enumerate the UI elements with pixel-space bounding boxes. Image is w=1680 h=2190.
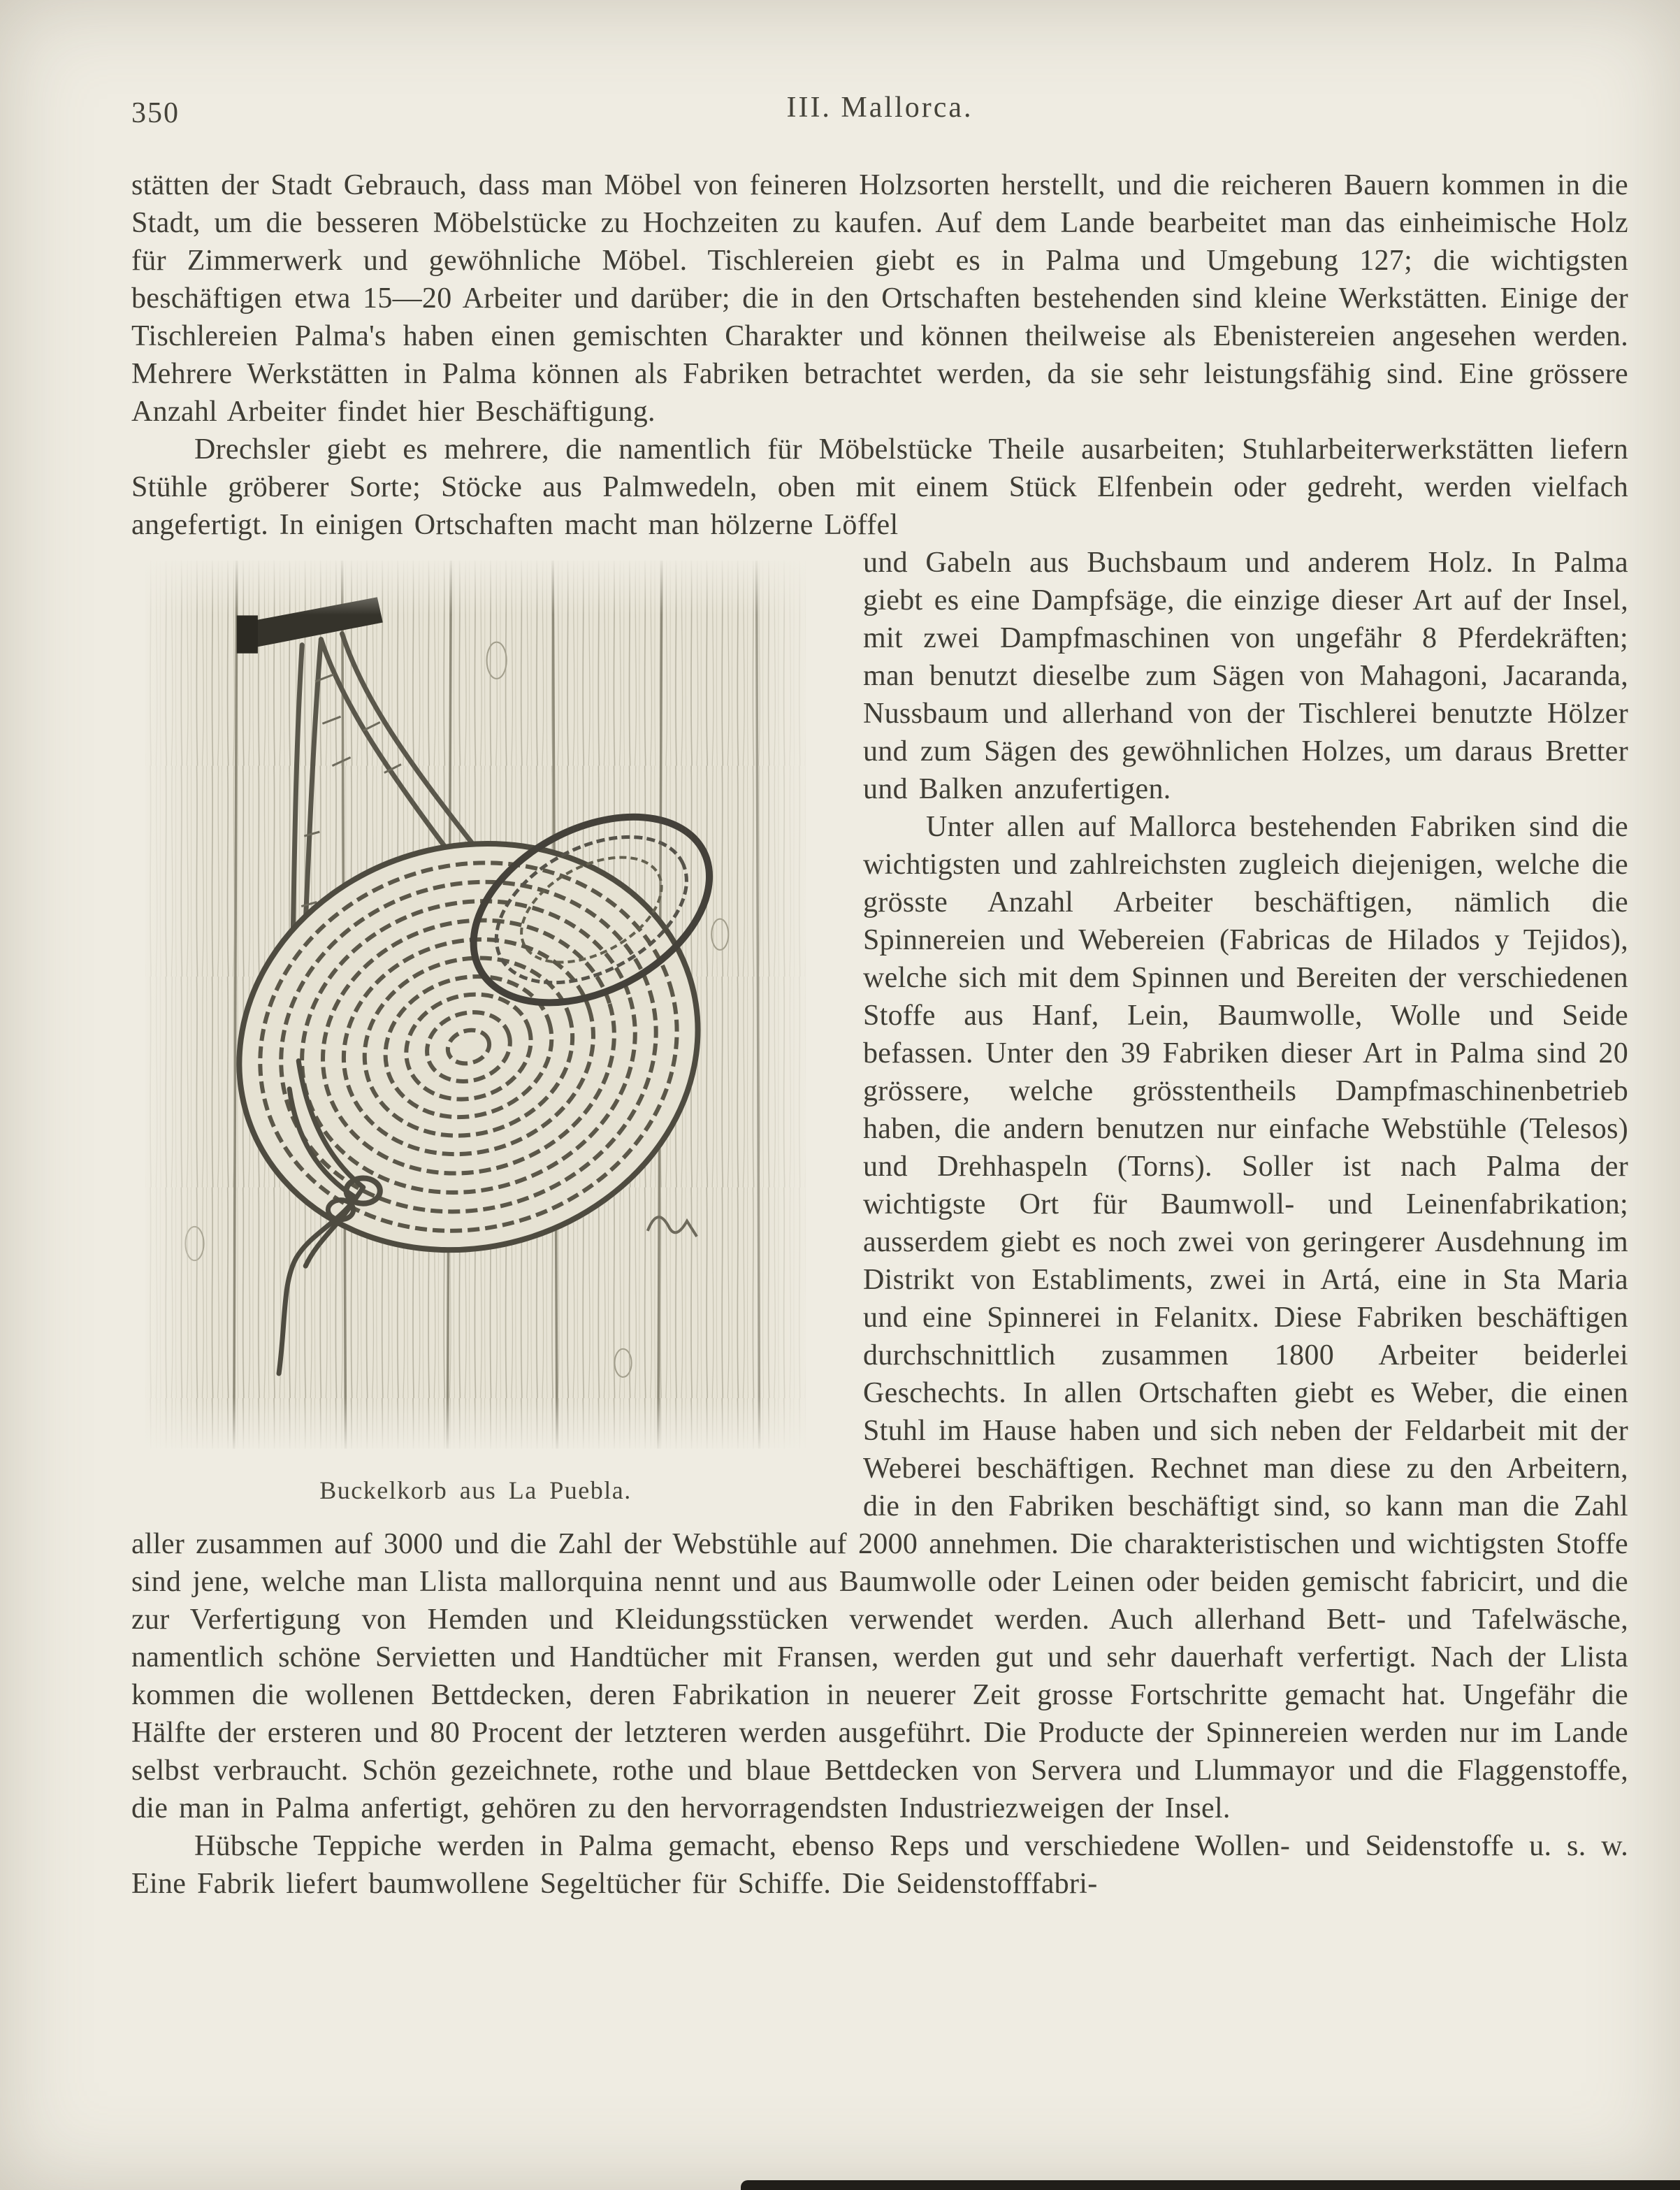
paragraph-3: Unter allen auf Mallorca bestehenden Fabriken sind die wichtigsten und zahlreichsten zugleich diejenigen, welche die grösste Anzahl Arbeiter beschäftigen, nämlich die Spinnereien und Webereien (Fabricas de Hilados y Tejidos), welche sich mit dem Spinnen und Bereiten der verschiedenen Stoffe aus Hanf, Lein, Baumwolle, Wolle und Seide befassen. Unter den 39 Fabriken dieser Art in Palma sind 20 grössere, welche grösstentheils Dampfmaschinenbetrieb haben, die andern benutzen nur einfache Webstühle (Telesos) und Drehhaspeln (Torns). Soller ist nach Palma der wichtigste Ort für Baumwoll- und Leinenfabrikation; ausserdem giebt es noch zwei von geringerer Ausdehnung im Distrikt von Establiments, zwei in Artá, eine in Sta Maria und eine Spinnerei in Felanitx. Diese Fabriken beschäftigen durchschnittlich zusammen 1800 Arbeiter beiderlei Geschechts. In allen Ortschaften giebt es Weber, die einen Stuhl im Hause haben und sich neben der Feldarbeit mit der Weberei beschäftigen. Rechnet man diese zu den Arbeitern, die in den Fabriken beschäftigt sind, so kann man die Zahl aller zusammen auf 3000 und die Zahl der Webstühle auf 2000 annehmen. Die charakteristischen und wichtigsten Stoffe sind jene, welche man Llista mallorquina nennt und aus Baumwolle oder Leinen oder beiden gemischt fabricirt, und die zur Verfertigung von Hemden und Kleidungsstücken verwendet werden. Auch allerhand Bett- und Tafelwäsche, namentlich schöne Servietten und Handtücher mit Fransen, werden gut und sehr dauerhaft verfertigt. Nach der Llista kommen die wollenen Bettdecken, deren Fabrikation in neuerer Zeit grosse Fortschritte gemacht hat. Ungefähr die Hälfte der ersteren und 80 Procent der letzteren werden ausgeführt. Die Producte der Spinnereien werden nur im Lande selbst verbraucht. Schön gezeichnete, rothe und blaue Bettdecken von Servera und Llummayor und die Flaggenstoffe, die man in Palma anfertigt, gehören zu den hervorragendsten Industriezweigen der Insel.: [131, 811, 1628, 1824]
running-header: [131, 91, 1628, 166]
basket-engraving-image: [131, 555, 820, 1455]
page-content-area: [131, 91, 1628, 1903]
paragraph-1: stätten der Stadt Gebrauch, dass man Möbel von feineren Holzsorten herstellt, und die reicheren Bauern kommen in die Stadt, um die besseren Möbelstücke zu Hochzeiten zu kaufen. Auf dem Lande bearbeitet man das einheimische Holz für Zimmerwerk und gewöhnliche Möbel. Tischlereien giebt es in Palma und Umgebung 127; die wichtigsten beschäftigen etwa 15—20 Arbeiter und darüber; die in den Ortschaften bestehenden sind kleine Werkstätten. Einige der Tischlereien Palma's haben einen gemischten Charakter und können theilweise als Ebenistereien angesehen werden. Mehrere Werkstätten in Palma können als Fabriken betrachtet werden, da sie sehr leistungsfähig sind. Eine grössere Anzahl Arbeiter findet hier Beschäftigung.: [131, 169, 1628, 428]
paragraph-4: Hübsche Teppiche werden in Palma gemacht, ebenso Reps und verschiedene Wollen- und Seidenstoffe u. s. w. Eine Fabrik liefert baumwollene Segeltücher für Schiffe. Die Seidenstofffabri-: [131, 1830, 1628, 1900]
page-number: 350: [131, 97, 180, 129]
chapter-title: III. Mallorca.: [786, 92, 973, 124]
paragraph-2-narrow-part: und Gabeln aus Buchsbaum und anderem Holz. In Palma giebt es eine Dampfsäge, die einzige dieser Art auf der Insel, mit zwei Dampfmaschinen von ungefähr 8 Pferdekräften; man benutzt dieselbe zum Sägen von Mahagoni, Jacaranda, Nussbaum und allerhand von der Tischlerei benutzte Hölzer und zum Sägen des gewöhnlichen Holzes, um daraus Bretter und Balken anzufertigen.: [863, 547, 1628, 805]
paragraph-2-wide-part: Drechsler giebt es mehrere, die namentlich für Möbelstücke Theile ausarbeiten; Stuhlarbeiterwerkstätten liefern Stühle gröberer Sorte; Stöcke aus Palmwedeln, oben mit einem Stück Elfenbein oder gedreht, werden vielfach angefertigt. In einigen Ortschaften macht man hölzerne Löffel: [131, 433, 1628, 541]
figure-caption: Buckelkorb aus La Puebla.: [319, 1476, 632, 1504]
body-text: [131, 166, 1628, 1903]
basket-figure: [131, 555, 820, 1509]
scan-edge-artifact: [741, 2180, 1680, 2190]
